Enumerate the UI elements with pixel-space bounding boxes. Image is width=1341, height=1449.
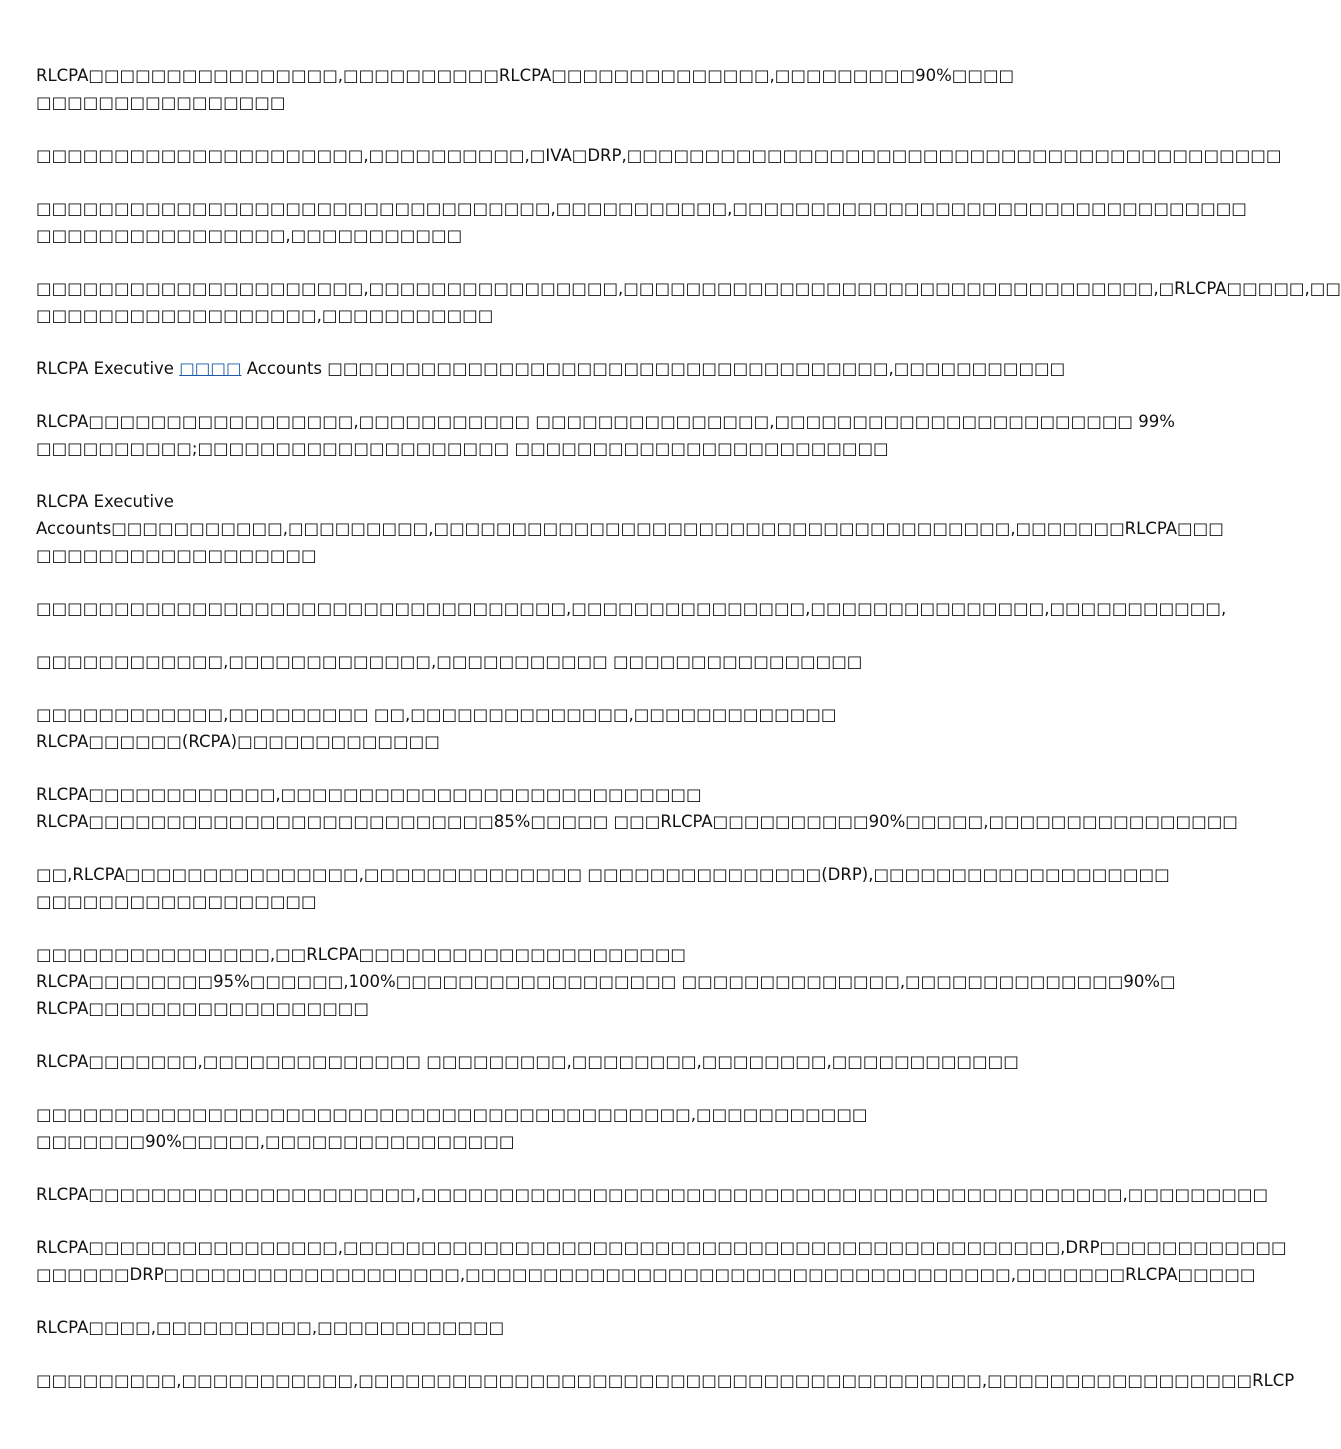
text-line	[36, 968, 1176, 995]
line-text: □□,RLCPA□□□□□□□□□□□□□□□,□□□□□□□□□□□□□□ □□□□□□□□□□□□□□□(DRP),□□□□□□□□□□□□□□□□□□□	[36, 865, 1170, 884]
text-line	[36, 861, 1170, 888]
text-line	[36, 1101, 990, 1128]
line-text: □□□□□□□□□,□□□□□□□□□□□,□□□□□□□□□□□□□□□□□□□□□□□□□□□□□□□□□□□□□□□□,□□□□□□□□□□□□□□□□□RLCP	[36, 1371, 1295, 1390]
line-text: □□□□□□DRP□□□□□□□□□□□□□□□□□□□,□□□□□□□□□□□□□□□□□□□□□□□□□□□□□□□□□□□,□□□□□□□RLCPA□□□□□	[36, 1265, 1256, 1284]
paragraph	[36, 275, 1341, 329]
line-text: RLCPA□□□□□□□□□□□□□□□□,□□□□□□□□□□RLCPA□□□□□□□□□□□□□□,□□□□□□□□□90%□□□□	[36, 66, 1015, 85]
text-line	[36, 275, 1341, 302]
paragraph	[36, 648, 990, 675]
text-line	[36, 355, 1066, 382]
line-text: RLCPA□□□□□□□□□□□□□□□□□□	[36, 999, 369, 1018]
text-line	[36, 701, 990, 728]
paragraph	[36, 1367, 1295, 1394]
text-line	[36, 435, 990, 462]
line-text: □□□□□□□□□□□□□□□□□□,□□□□□□□□□□□	[36, 306, 494, 325]
line-text: □□□□□□□□□□□□□□□□□□□□□□□□□□□□□□□□□,□□□□□□□□□□□,□□□□□□□□□□□□□□□□□□□□□□□□□□□□□□□□□	[36, 199, 1247, 218]
paragraph	[36, 195, 1247, 249]
paragraph	[36, 941, 1176, 1022]
text-line	[36, 542, 990, 569]
paragraph	[36, 861, 1170, 915]
text-line	[36, 89, 990, 116]
line-text: RLCPA Executive	[36, 359, 180, 378]
paragraph	[36, 408, 1175, 462]
paragraph	[36, 142, 1282, 169]
text-line	[36, 728, 990, 755]
paragraph	[36, 1101, 990, 1155]
text-line	[36, 1181, 1269, 1208]
text-line	[36, 781, 990, 808]
text-line	[36, 808, 1238, 835]
text-line	[36, 1314, 990, 1341]
paragraph	[36, 595, 1227, 622]
text-line	[36, 488, 990, 515]
paragraph	[36, 355, 1066, 382]
line-text: RLCPA□□□□□□□□95%□□□□□□,100%□□□□□□□□□□□□□□□□□□ □□□□□□□□□□□□□□,□□□□□□□□□□□□□□90%□	[36, 972, 1176, 991]
line-text: RLCPA□□□□□□□□□□□□□□□□□□□□□,□□□□□□□□□□□□□□□□□□□□□□□□□□□□□□□□□□□□□□□□□□□□□,□□□□□□□□□	[36, 1185, 1269, 1204]
line-text: □□□□□□□□□□□□□□□□□□□□□□□□□□□□□□□□□□,□□□□□□□□□□□□□□□,□□□□□□□□□□□□□□□,□□□□□□□□□□□,	[36, 599, 1227, 618]
line-text: RLCPA□□□□□□□□□□□□□□□□□□□□□□□□□□85%□□□□□ □□□RLCPA□□□□□□□□□□90%□□□□□,□□□□□□□□□□□□□□□□	[36, 812, 1238, 831]
line-text: Accounts□□□□□□□□□□□,□□□□□□□□□,□□□□□□□□□□□□□□□□□□□□□□□□□□□□□□□□□□□□□,□□□□□□□RLCPA□□□	[36, 519, 1224, 538]
line-text: □□□□□□□90%□□□□□,□□□□□□□□□□□□□□□□	[36, 1132, 515, 1151]
paragraph	[36, 62, 1015, 116]
text-line	[36, 62, 1015, 89]
text-line	[36, 408, 1175, 435]
line-text-after-link: Accounts □□□□□□□□□□□□□□□□□□□□□□□□□□□□□□□□□□□□,□□□□□□□□□□□	[241, 359, 1066, 378]
inline-link[interactable]: □□□□	[179, 359, 242, 378]
paragraph	[36, 701, 990, 755]
paragraph	[36, 781, 1238, 835]
line-text: RLCPA□□□□,□□□□□□□□□□,□□□□□□□□□□□□	[36, 1318, 505, 1337]
document-body	[36, 62, 1341, 1420]
text-line	[36, 1048, 1019, 1075]
text-line	[36, 1234, 1287, 1261]
line-text: RLCPA□□□□□□(RCPA)□□□□□□□□□□□□□	[36, 732, 440, 751]
line-text: □□□□□□□□□□□□,□□□□□□□□□ □□,□□□□□□□□□□□□□□,□□□□□□□□□□□□□	[36, 705, 837, 724]
line-text: □□□□□□□□□□□□□□□□,□□□□□□□□□□□	[36, 226, 463, 245]
line-text: □□□□□□□□□□□□□□□□	[36, 93, 286, 112]
text-line	[36, 648, 990, 675]
line-text: □□□□□□□□□□□□□□□□□□□□□,□□□□□□□□□□,□IVA□DRP,□□□□□□□□□□□□□□□□□□□□□□□□□□□□□□□□□□□□□□□□□□	[36, 146, 1282, 165]
text-line	[36, 1128, 990, 1155]
text-line	[36, 222, 990, 249]
text-line	[36, 515, 1224, 542]
paragraph	[36, 1048, 1019, 1075]
line-text: □□□□□□□□□□□□,□□□□□□□□□□□□□,□□□□□□□□□□□ □□□□□□□□□□□□□□□□	[36, 652, 863, 671]
text-line	[36, 595, 1227, 622]
paragraph	[36, 488, 1224, 569]
text-line	[36, 995, 990, 1022]
paragraph	[36, 1234, 1287, 1288]
text-line	[36, 195, 1247, 222]
line-text: □□□□□□□□□□□□□□□□□□	[36, 892, 317, 911]
line-text: RLCPA Executive	[36, 492, 174, 511]
text-line	[36, 941, 990, 968]
text-line	[36, 1261, 1256, 1288]
line-text: □□□□□□□□□□;□□□□□□□□□□□□□□□□□□□□ □□□□□□□□□□□□□□□□□□□□□□□□	[36, 439, 889, 458]
line-text: RLCPA□□□□□□□□□□□□,□□□□□□□□□□□□□□□□□□□□□□□□□□□	[36, 785, 702, 804]
line-text: RLCPA□□□□□□□□□□□□□□□□,□□□□□□□□□□□□□□□□□□□□□□□□□□□□□□□□□□□□□□□□□□□□□□,DRP□□□□□□□□□□□□	[36, 1238, 1287, 1257]
paragraph	[36, 1314, 990, 1341]
line-text: RLCPA□□□□□□□□□□□□□□□□□,□□□□□□□□□□□ □□□□□□□□□□□□□□□,□□□□□□□□□□□□□□□□□□□□□□□ 99%	[36, 412, 1175, 431]
line-text: RLCPA□□□□□□□,□□□□□□□□□□□□□□ □□□□□□□□□,□□□□□□□□,□□□□□□□□,□□□□□□□□□□□□	[36, 1052, 1019, 1071]
line-text: □□□□□□□□□□□□□□□□□□	[36, 546, 317, 565]
text-line	[36, 888, 990, 915]
line-text: □□□□□□□□□□□□□□□□□□□□□□□□□□□□□□□□□□□□□□□□□□,□□□□□□□□□□□	[36, 1105, 868, 1124]
text-line	[36, 1367, 1295, 1394]
paragraph	[36, 1181, 1269, 1208]
line-text: □□□□□□□□□□□□□□□,□□RLCPA□□□□□□□□□□□□□□□□□□□□□	[36, 945, 687, 964]
text-line	[36, 142, 1282, 169]
line-text: □□□□□□□□□□□□□□□□□□□□□,□□□□□□□□□□□□□□□□,□□□□□□□□□□□□□□□□□□□□□□□□□□□□□□□□□□,□RLCPA□□□□□,□□	[36, 279, 1341, 298]
text-line	[36, 302, 990, 329]
